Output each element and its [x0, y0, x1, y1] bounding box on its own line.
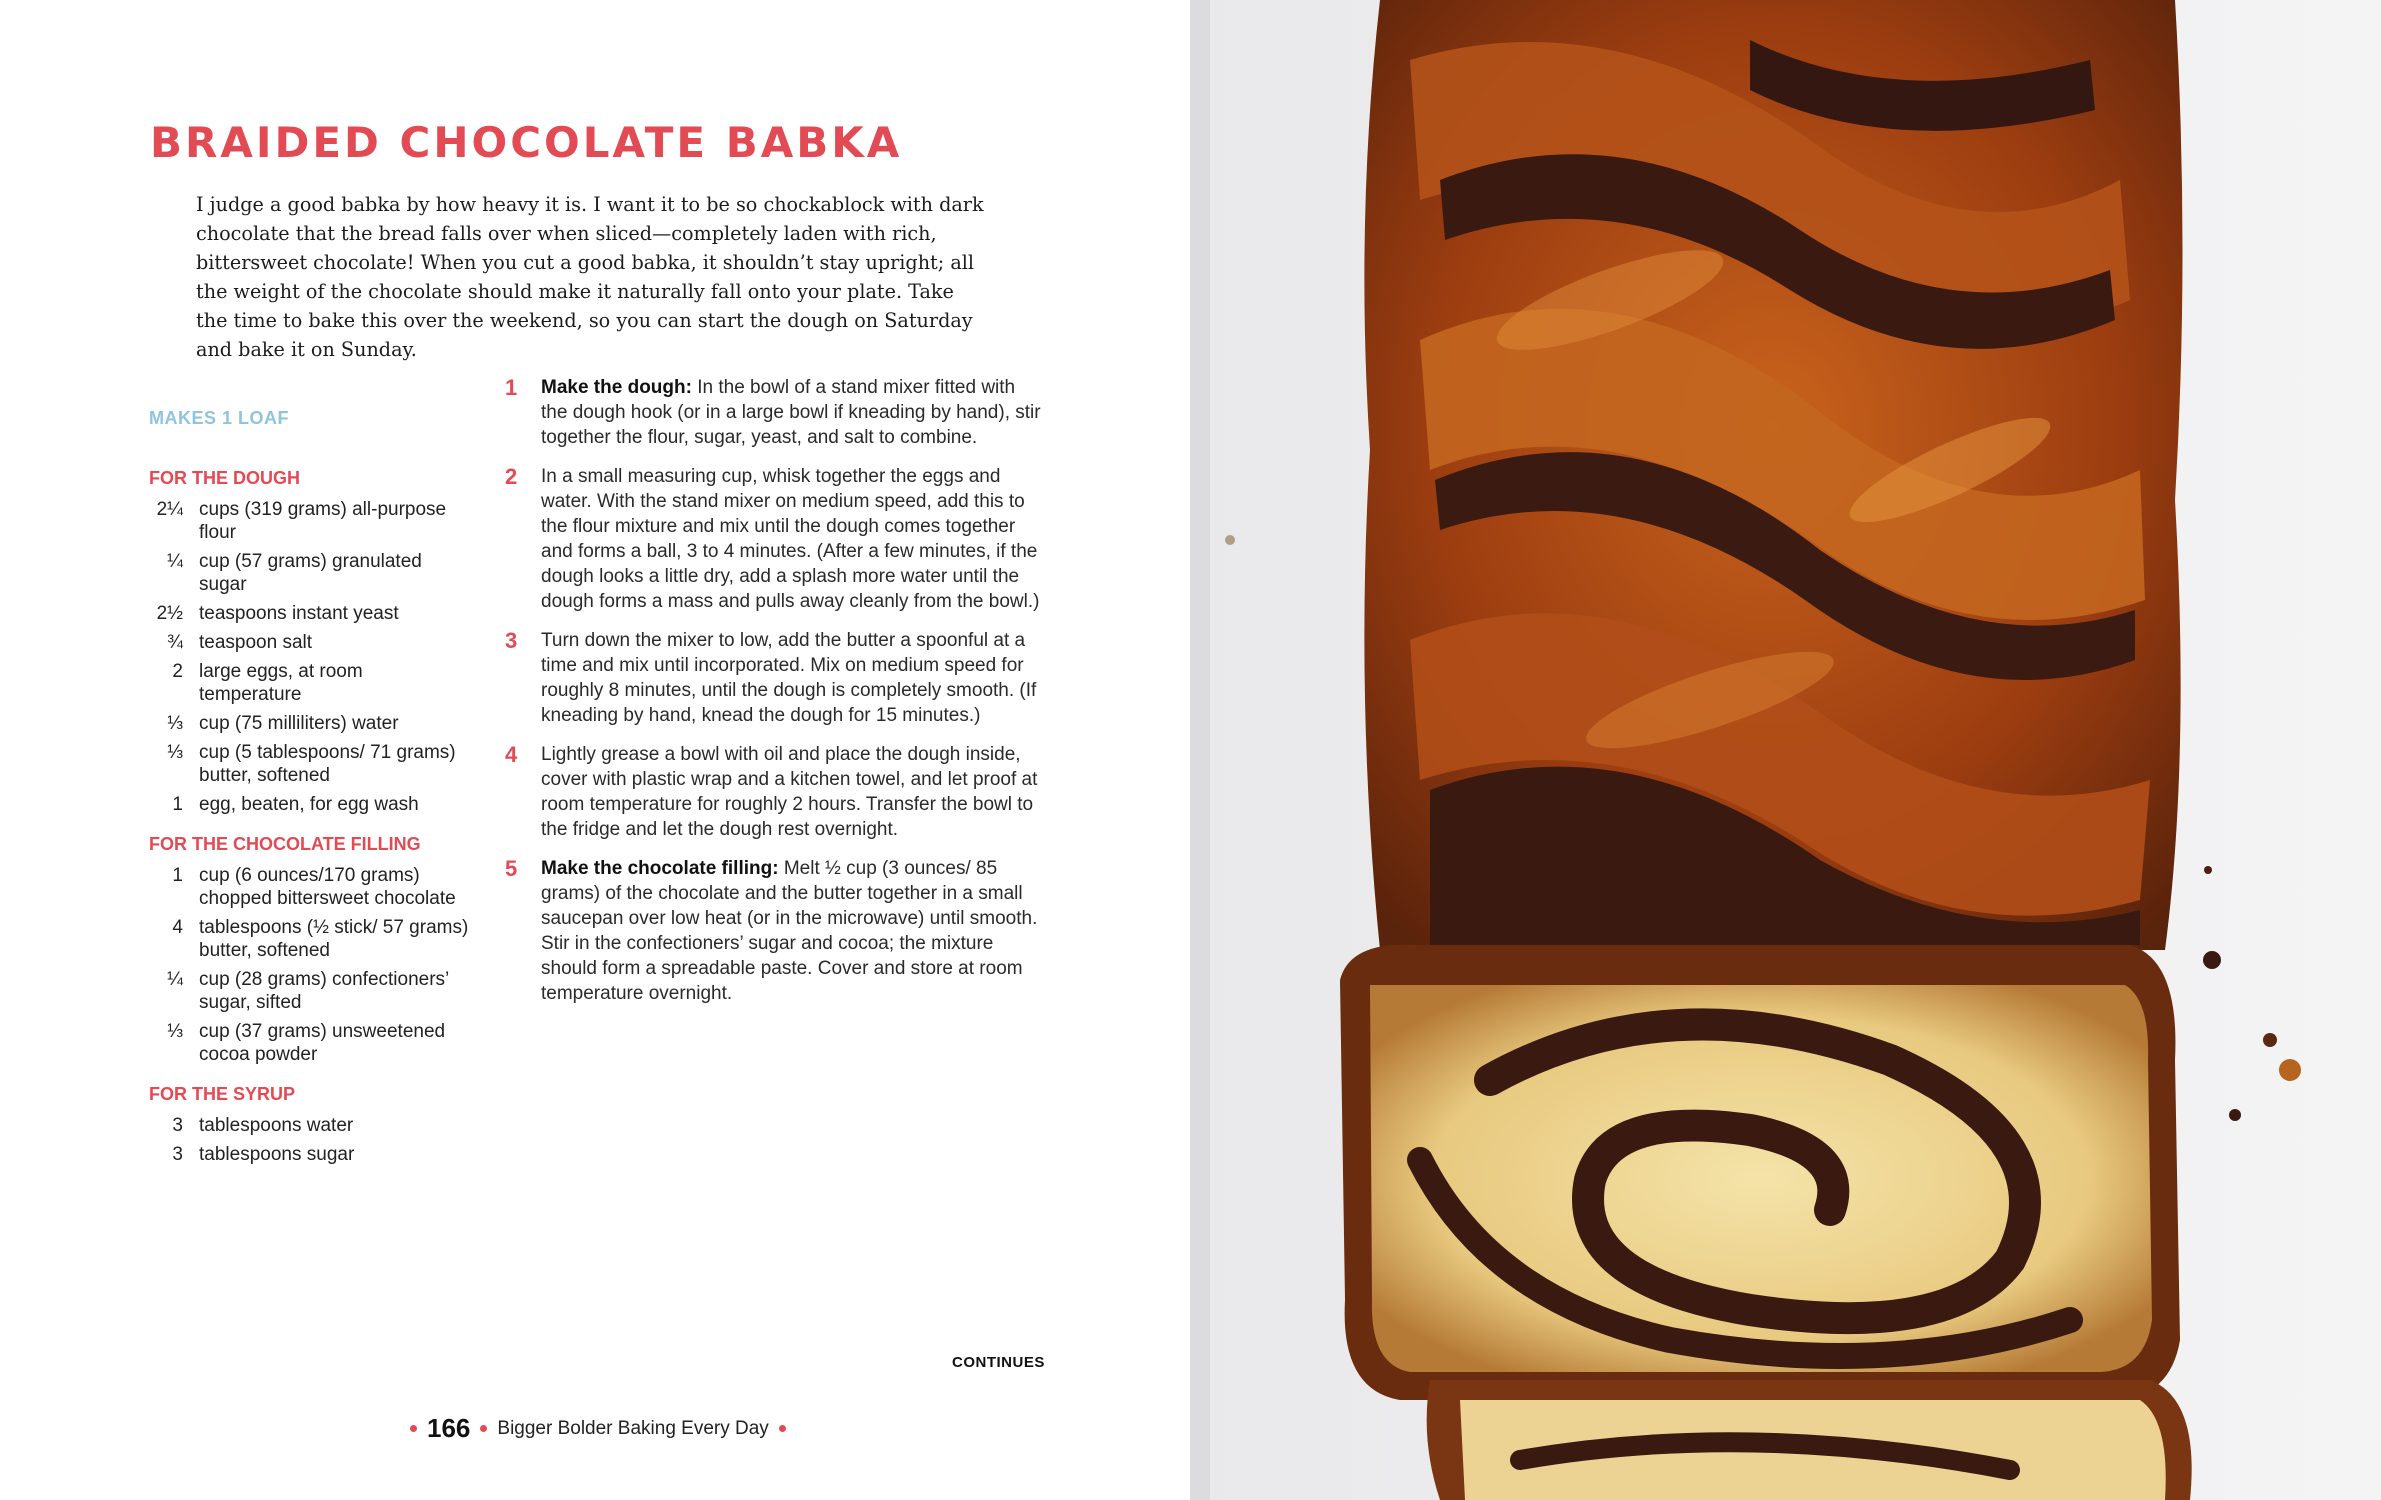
ingredient-item	[149, 968, 469, 1014]
book-title: Bigger Bolder Baking Every Day	[497, 1417, 769, 1439]
ingredient-group-filling	[149, 832, 469, 1066]
page-footer	[400, 1413, 796, 1444]
recipe-intro: I judge a good babka by how heavy it is. I want it to be so chockablock with dark chocolate that the bread falls over when sliced—completely laden with rich, bittersweet chocolate! When you cut a good babka, it shouldn’t stay upright; all the weight of the chocolate should make it naturally fall onto your plate. Take the time to bake this over the weekend, so you can start the dough on Saturday and bake it on Sunday.	[196, 193, 984, 361]
ingredient-text: cup (37 grams) unsweetened cocoa powder	[199, 1021, 446, 1065]
ingredient-qty: ¼	[167, 969, 183, 990]
ingredient-group-title: FOR THE SYRUP	[149, 1084, 296, 1104]
ingredient-text: cup (75 milliliters) water	[199, 713, 399, 734]
ingredient-qty: 3	[172, 1115, 183, 1136]
ingredient-group-dough	[149, 466, 469, 816]
ingredient-group-title: FOR THE CHOCOLATE FILLING	[149, 834, 421, 854]
ingredient-qty: 3	[172, 1144, 183, 1165]
step-body	[541, 375, 1045, 450]
ingredient-item	[149, 550, 469, 596]
ingredient-item	[149, 712, 469, 735]
ingredient-text: cup (28 grams) confectioners’ sugar, sifted	[199, 969, 449, 1013]
ingredient-item	[149, 631, 469, 654]
step-number: 3	[505, 628, 518, 653]
ingredient-text: tablespoons sugar	[199, 1144, 355, 1165]
step-body	[541, 742, 1045, 842]
step-text: In the bowl of a stand mixer fitted with the dough hook (or in a large bowl if kneading by hand), stir together the flour, sugar, yeast, and salt to combine.	[541, 377, 1041, 448]
ingredient-item	[149, 793, 469, 816]
ingredient-qty: 2	[172, 661, 183, 682]
ingredient-text: cup (57 grams) granulated sugar	[199, 551, 422, 595]
ingredient-text: teaspoons instant yeast	[199, 603, 399, 624]
method-step	[505, 856, 1045, 1006]
ingredient-text: cup (6 ounces/170 grams) chopped bittersweet chocolate	[199, 865, 456, 909]
recipe-yield: MAKES 1 LOAF	[149, 408, 290, 428]
bullet-dot-icon	[410, 1425, 417, 1432]
ingredient-qty: 2½	[156, 603, 183, 624]
step-text: In a small measuring cup, whisk together the eggs and water. With the stand mixer on medium speed, add this to the flour mixture and mix until the dough comes together and forms a ball, 3 to 4 minutes. (After a few minutes, if the dough looks a little dry, add a splash more water until the dough forms a mass and pulls away cleanly from the bowl.)	[541, 466, 1040, 612]
ingredient-group-syrup	[149, 1082, 469, 1166]
step-lead: Make the chocolate filling:	[541, 858, 779, 879]
ingredients-column	[149, 466, 469, 1182]
ingredient-item	[149, 602, 469, 625]
ingredient-list	[149, 498, 469, 816]
step-body	[541, 628, 1045, 728]
babka-loaf-illustration	[1190, 0, 2381, 1500]
ingredient-qty: 4	[172, 917, 183, 938]
ingredient-text: tablespoons water	[199, 1115, 354, 1136]
method-step	[505, 464, 1045, 614]
step-text: Lightly grease a bowl with oil and place the dough inside, cover with plastic wrap and a kitchen towel, and let proof at room temperature for roughly 2 hours. Transfer the bowl to the fridge and let the dough rest overnight.	[541, 744, 1038, 840]
ingredient-item	[149, 660, 469, 706]
ingredient-qty: ¼	[167, 551, 183, 572]
ingredient-item	[149, 864, 469, 910]
ingredient-qty: ⅓	[167, 713, 183, 734]
ingredient-qty: 1	[172, 865, 183, 886]
ingredient-item	[149, 741, 469, 787]
ingredient-text: tablespoons (½ stick/ 57 grams) butter, softened	[199, 917, 469, 961]
ingredient-item	[149, 1020, 469, 1066]
ingredient-qty: 1	[172, 794, 183, 815]
left-page	[0, 0, 1190, 1500]
ingredient-text: egg, beaten, for egg wash	[199, 794, 419, 815]
method-step	[505, 375, 1045, 450]
step-body	[541, 856, 1045, 1006]
babka-photo	[1190, 0, 2381, 1500]
continues-label: CONTINUES	[952, 1354, 1045, 1371]
step-number: 1	[505, 375, 518, 400]
ingredient-group-title: FOR THE DOUGH	[149, 468, 300, 488]
ingredient-qty: 2¼	[156, 499, 183, 520]
step-number: 2	[505, 464, 518, 489]
ingredient-text: cups (319 grams) all-purpose flour	[199, 499, 447, 543]
bullet-dot-icon	[779, 1425, 786, 1432]
ingredient-text: teaspoon salt	[199, 632, 313, 653]
step-text: Melt ½ cup (3 ounces/ 85 grams) of the chocolate and the butter together in a small saucepan over low heat (or in the microwave) until smooth. Stir in the confectioners’ sugar and cocoa; the mixture should form a spreadable paste. Cover and store at room temperature overnight.	[541, 858, 1038, 1004]
ingredient-qty: ⅓	[167, 1021, 183, 1042]
ingredient-text: large eggs, at room temperature	[199, 661, 363, 705]
step-text: Turn down the mixer to low, add the butter a spoonful at a time and mix until incorporated. Mix on medium speed for roughly 8 minutes, until the dough is completely smooth. (If kneading by hand, knead the dough for 15 minutes.)	[541, 630, 1037, 726]
step-body	[541, 464, 1045, 614]
step-lead: Make the dough:	[541, 377, 692, 398]
recipe-title: BRAIDED CHOCOLATE BABKA	[150, 118, 903, 167]
ingredient-item	[149, 1143, 469, 1166]
step-number: 5	[505, 856, 518, 881]
ingredient-list	[149, 1114, 469, 1166]
method-steps	[505, 375, 1045, 1020]
ingredient-item	[149, 1114, 469, 1137]
bullet-dot-icon	[480, 1425, 487, 1432]
ingredient-list	[149, 864, 469, 1066]
ingredient-qty: ¾	[167, 632, 183, 653]
step-number: 4	[505, 742, 518, 767]
method-step	[505, 628, 1045, 728]
method-step	[505, 742, 1045, 842]
ingredient-item	[149, 498, 469, 544]
page-number: 166	[427, 1413, 471, 1443]
ingredient-item	[149, 916, 469, 962]
ingredient-qty: ⅓	[167, 742, 183, 763]
ingredient-text: cup (5 tablespoons/ 71 grams) butter, softened	[199, 742, 456, 786]
